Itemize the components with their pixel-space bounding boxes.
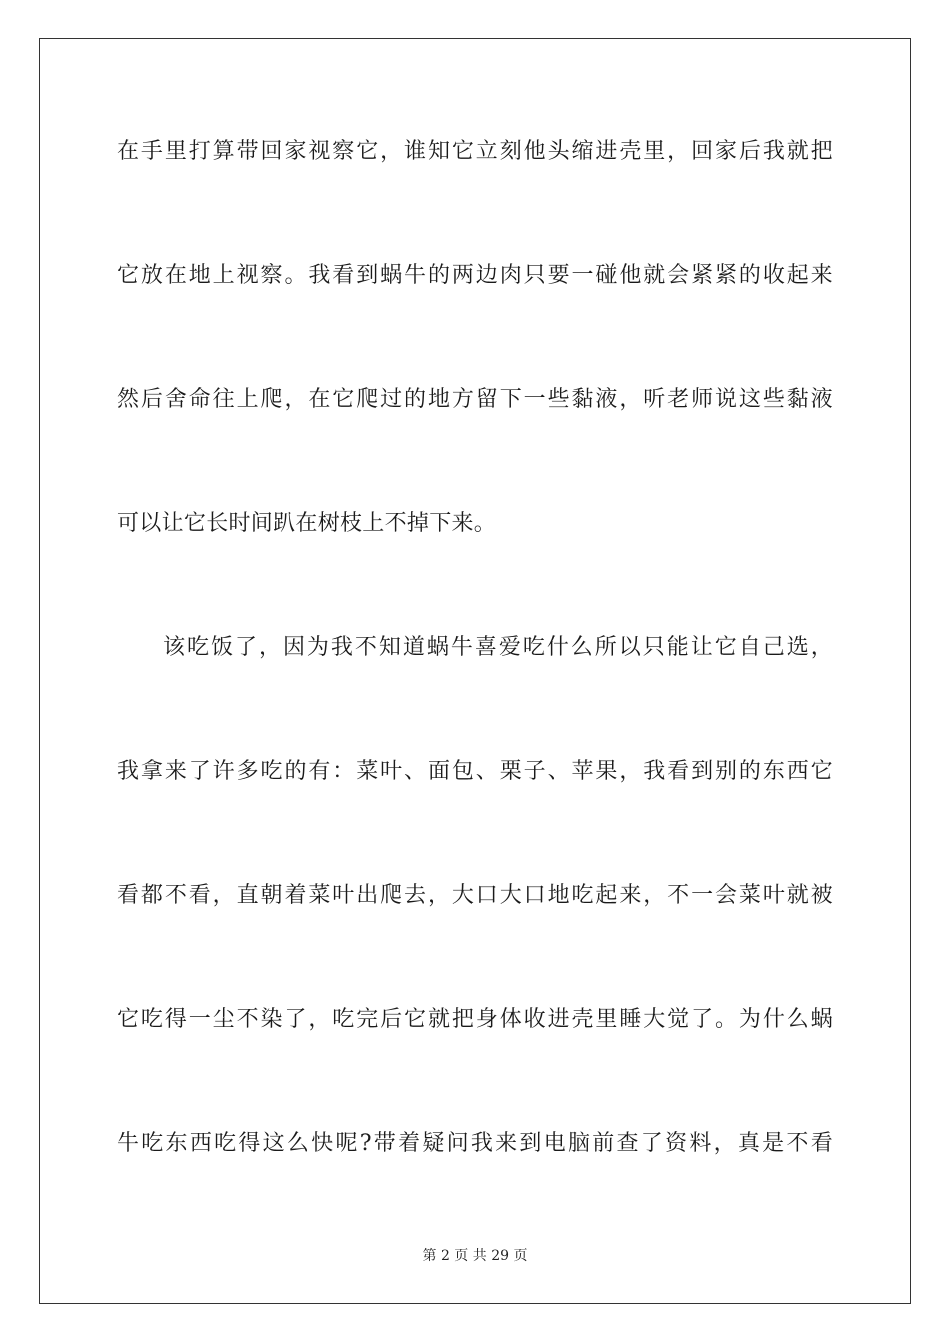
text-line-8: 它吃得一尘不染了，吃完后它就把身体收进壳里睡大觉了。为什么蜗 bbox=[117, 1007, 833, 1032]
page-number-footer: 第 2 页 共 29 页 bbox=[422, 1248, 528, 1264]
text-line-3: 然后舍命往上爬，在它爬过的地方留下一些黏液，听老师说这些黏液 bbox=[117, 387, 833, 412]
text-line-7: 看都不看，直朝着菜叶出爬去，大口大口地吃起来，不一会菜叶就被 bbox=[117, 883, 833, 908]
text-line-9: 牛吃东西吃得这么快呢?带着疑问我来到电脑前查了资料，真是不看 bbox=[117, 1131, 833, 1156]
text-line-5-paragraph-start: 该吃饭了，因为我不知道蜗牛喜爱吃什么所以只能让它自己选， bbox=[163, 635, 833, 660]
text-line-1: 在手里打算带回家视察它，谁知它立刻他头缩进壳里，回家后我就把 bbox=[117, 139, 833, 164]
text-line-2: 它放在地上视察。我看到蜗牛的两边肉只要一碰他就会紧紧的收起来 bbox=[117, 263, 833, 288]
page-border bbox=[39, 38, 911, 1304]
text-line-4: 可以让它长时间趴在树枝上不掉下来。 bbox=[117, 511, 497, 536]
text-line-6: 我拿来了许多吃的有：菜叶、面包、栗子、苹果，我看到别的东西它 bbox=[117, 759, 833, 784]
